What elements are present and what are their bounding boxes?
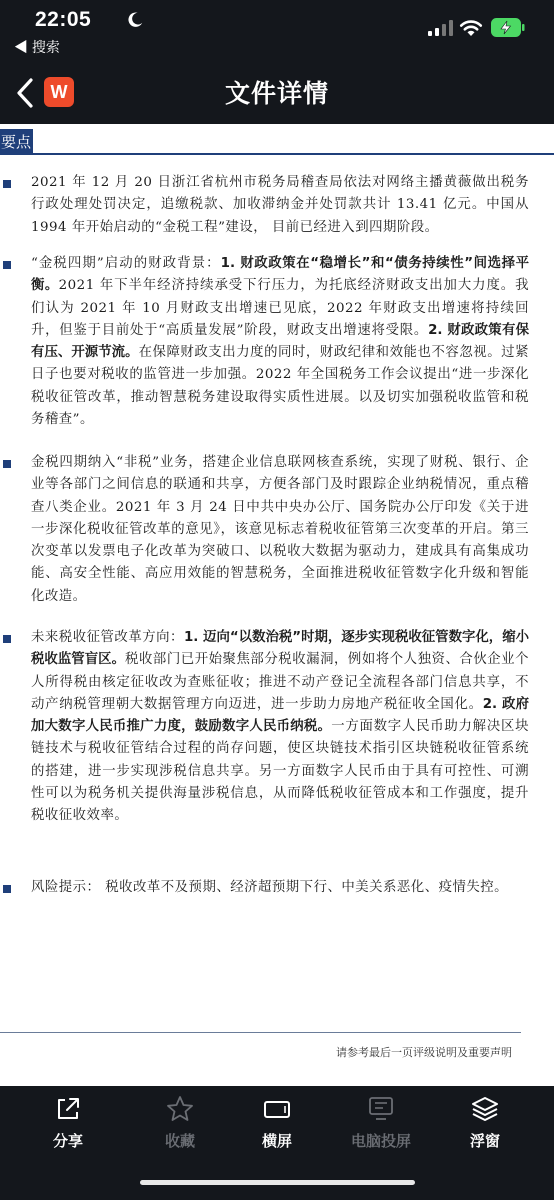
navigation-bar [0, 62, 554, 124]
favorite-button[interactable] [135, 1094, 225, 1151]
bullet-icon [3, 261, 11, 269]
status-bar [0, 0, 554, 62]
floating-window-button[interactable] [440, 1094, 530, 1151]
layers-icon [470, 1094, 500, 1124]
paragraph-text: “金税四期”启动的财政背景：1. 财政政策在“稳增长”和“债务持续性”间选择平衡。2021 年下半年经济持续承受下行压力，为托底经济财政支出加大力度。我们认为 2021 年 10 月财政支出增速已见底，2022 年财政支出增速将持续回升，但鉴于目前处于“高质量发展”阶段，财政支出增速将受限。2. 财政政策有保有压、开源节流。在保障财政支出力度的同时，财政纪律和效能也不容忽视。过紧日子也要对税收的监管进一步加强。2022 年全国税务工作会议提出“进一步深化税收征管改革，推动智慧税务建设取得实质性进展。以及切实加强税收监管和税务稽查”。 [31, 256, 530, 428]
page-title: 文件详情 [224, 79, 329, 108]
clock: 22:05 [35, 8, 92, 31]
back-to-app-link[interactable]: ◀ 搜索 [14, 39, 60, 55]
star-icon [165, 1094, 195, 1124]
bullet-icon [3, 460, 11, 468]
wps-logo-icon: W [44, 77, 74, 107]
cast-to-computer-button[interactable] [336, 1094, 426, 1151]
paragraph-text: 风险提示： 税收改革不及预期、经济超预期下行、中美关系恶化、疫情失控。 [31, 880, 509, 895]
section-tag: 要点 [0, 129, 33, 155]
cast-label: 电脑投屏 [350, 1132, 411, 1150]
cast-icon [366, 1094, 396, 1124]
favorite-label: 收藏 [164, 1132, 195, 1150]
bullet-icon [3, 635, 11, 643]
wifi-icon [459, 18, 483, 37]
share-button[interactable] [23, 1094, 113, 1151]
disclaimer-note: 请参考最后一页评级说明及重要声明 [336, 1046, 512, 1059]
bullet-icon [3, 180, 11, 188]
paragraph-text: 2021 年 12 月 20 日浙江省杭州市税务局稽查局依法对网络主播黄薇做出税务行政处理处罚决定，追缴税款、加收滞纳金并处罚款共计 13.41 亿元。中国从 1994 年开始启动的“金税工程”建设， 目前已经进入到四期阶段。 [31, 175, 529, 235]
paragraph-text: 金税四期纳入“非税”业务，搭建企业信息联网核查系统，实现了财税、银行、企业等各部门之间信息的联通和共享，方便各部门及时跟踪企业纳税情况，重点稽查八类企业。2021 年 3 月 24 日中共中央办公厅、国务院办公厅印发《关于进一步深化税收征管改革的意见》，该意见标志着税收征管第三次变革的开启。第三次变革以发票电子化改革为突破口、以税收大数据为驱动力，建成具有高集成功能、高安全性能、高应用效能的智慧税务，全面推进税收征管数字化升级和智能化改造。 [31, 455, 529, 604]
section-divider [33, 153, 554, 155]
landscape-button[interactable] [232, 1094, 322, 1151]
landscape-label: 横屏 [261, 1132, 292, 1150]
paragraph-text: 未来税收征管改革方向：1. 迈向“以数治税”时期，逐步实现税收征管数字化，缩小税收监管盲区。税收部门已开始聚焦部分税收漏洞，例如将个人独资、合伙企业个人所得税由核定征收改为查账征收；推进不动产登记全流程各部门信息共享，不动产纳税管理朝大数据管理方向迈进，进一步助力房地产税征收全国化。2. 政府加大数字人民币推广力度，鼓励数字人民币纳税。一方面数字人民币助力解决区块链技术与税收征管结合过程的尚存问题，使区块链技术指引区块链税收征管系统的搭建，进一步实现涉税信息共享。另一方面数字人民币由于具有可控性、可溯性可以为税务机关提供海量涉税信息，从而降低税收征管成本和工作强度，提升税收征收效率。 [31, 630, 530, 824]
home-indicator[interactable] [140, 1180, 415, 1185]
cellular-signal-icon [428, 20, 454, 36]
moon-icon [126, 11, 144, 29]
bullet-icon [3, 885, 11, 893]
footer-divider [0, 1032, 521, 1033]
battery-charging-icon [491, 18, 525, 37]
floating-window-label: 浮窗 [469, 1132, 500, 1150]
share-label: 分享 [52, 1132, 83, 1150]
landscape-icon [262, 1094, 292, 1124]
share-icon [53, 1094, 83, 1124]
document-viewer[interactable] [0, 124, 554, 1086]
